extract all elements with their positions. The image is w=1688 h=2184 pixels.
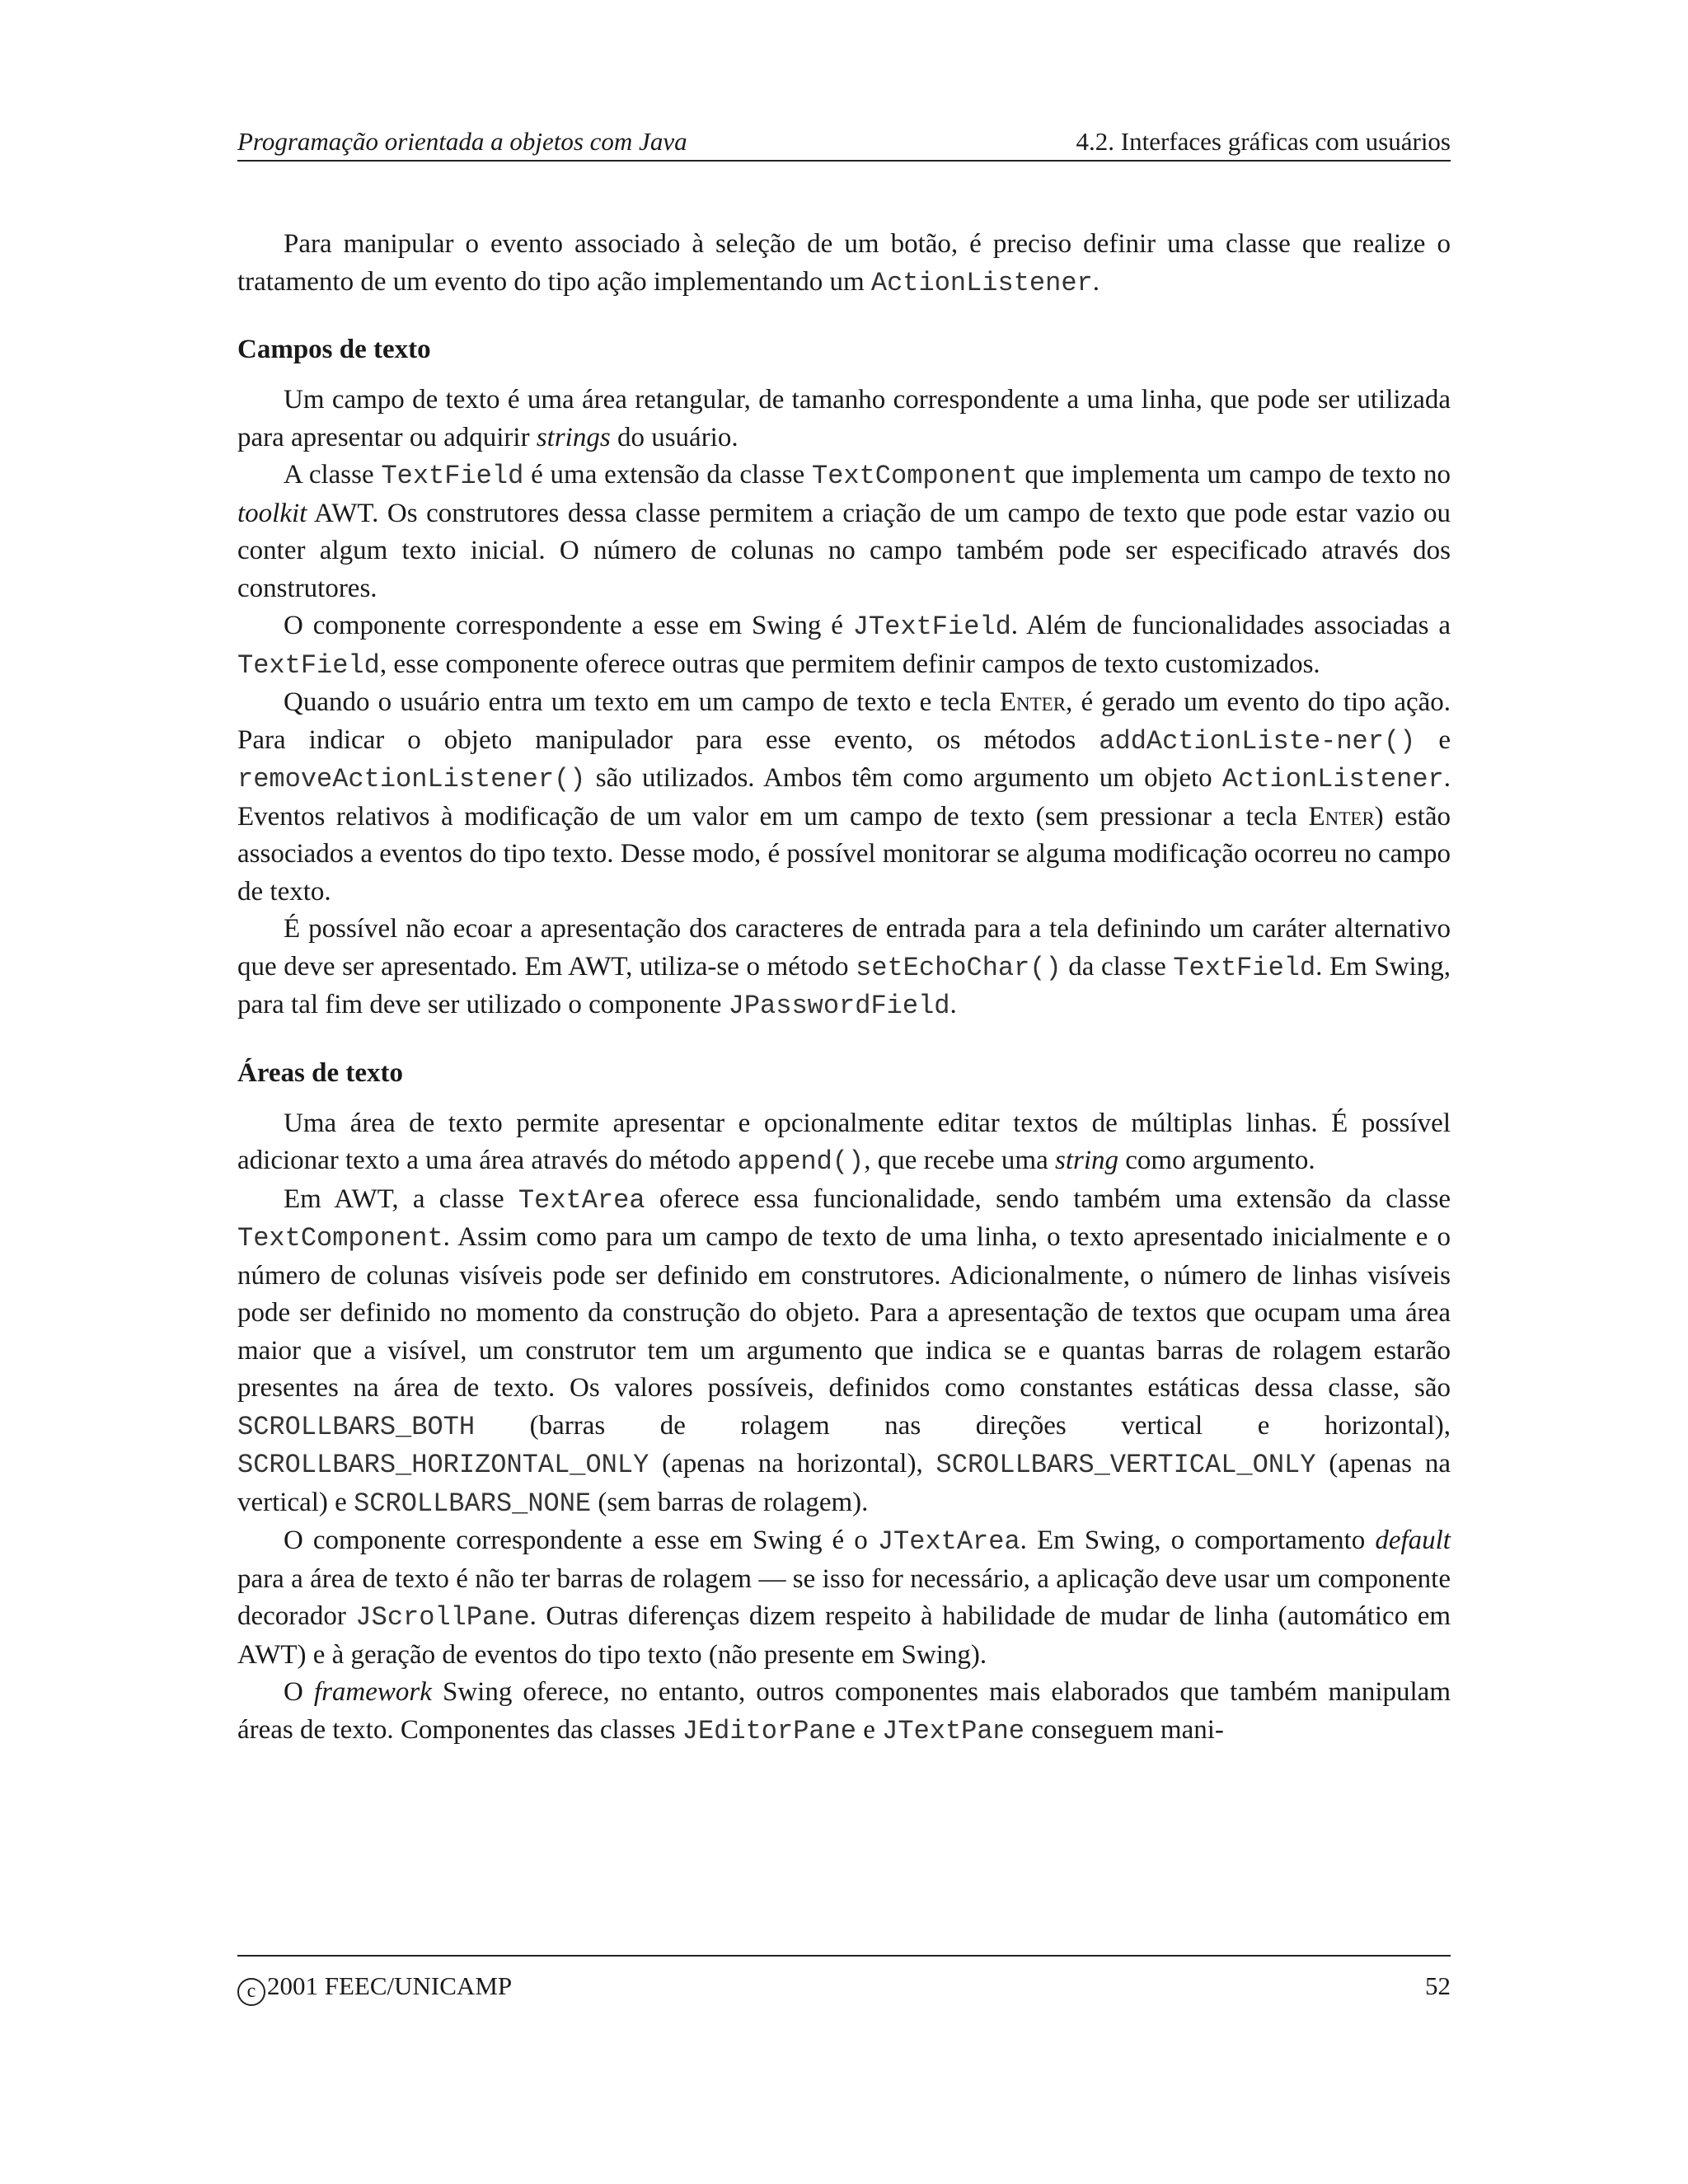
paragraph xyxy=(237,1674,1451,1750)
paragraph xyxy=(237,607,1451,684)
code-inline: SCROLLBARS_VERTICAL_ONLY xyxy=(935,1450,1316,1480)
text-run: conseguem mani- xyxy=(1024,1714,1224,1745)
text-run: (apenas na vertical) e xyxy=(237,1449,1451,1517)
italic-term: strings xyxy=(536,422,611,452)
text-run: como argumento. xyxy=(1118,1146,1315,1175)
paragraph xyxy=(237,684,1451,911)
text-run: Quando o usuário entra um texto em um campo de texto e tecla xyxy=(284,687,1000,717)
paragraph xyxy=(237,1181,1451,1523)
text-run: são utilizados. Ambos têm como argumento um objeto xyxy=(585,763,1222,793)
text-run: O componente correspondente a esse em Swing é o xyxy=(284,1526,878,1555)
code-inline: TextField xyxy=(1173,952,1316,983)
code-inline: TextField xyxy=(237,649,380,681)
text-run: da classe xyxy=(1061,951,1174,982)
text-run: para a área de texto é não ter barras de rolagem — se isso for necessário, a aplicação deve usar um componente decorador xyxy=(237,1563,1451,1631)
copyright-text: 2001 FEEC/UNICAMP xyxy=(267,1971,513,2000)
code-inline: ActionListener xyxy=(1221,764,1444,794)
paragraph xyxy=(237,1522,1451,1674)
italic-term: toolkit xyxy=(237,498,307,528)
copyright xyxy=(237,1971,512,2006)
code-inline: SCROLLBARS_NONE xyxy=(354,1488,592,1519)
code-inline: JTextArea xyxy=(877,1526,1020,1557)
paragraph xyxy=(237,382,1451,457)
italic-term: default xyxy=(1375,1526,1451,1555)
text-run: . Em Swing, para tal fim deve ser utilizado o componente xyxy=(237,951,1451,1019)
text-run: , que recebe uma xyxy=(864,1146,1055,1175)
text-run: e xyxy=(1415,724,1451,755)
code-inline: JPasswordField xyxy=(728,991,950,1021)
text-run: Swing oferece, no entanto, outros componentes mais elaborados que também manipulam áreas de texto. Componentes das classes xyxy=(237,1677,1451,1745)
page-body xyxy=(237,226,1451,1750)
text-run: que implementa um campo de texto no xyxy=(1017,460,1451,490)
text-run: . xyxy=(1092,266,1100,297)
text-run: (apenas na horizontal), xyxy=(649,1449,936,1479)
code-inline: SCROLLBARS_HORIZONTAL_ONLY xyxy=(237,1450,649,1480)
code-inline: JTextPane xyxy=(882,1715,1025,1746)
code-inline: removeActionListener() xyxy=(237,764,586,794)
code-inline: TextArea xyxy=(518,1184,645,1216)
text-run: e xyxy=(856,1714,883,1745)
text-run: . xyxy=(950,990,957,1019)
copyright-icon: c xyxy=(237,1978,265,2006)
code-inline: TextField xyxy=(381,461,524,491)
page-number: 52 xyxy=(1425,1971,1451,2000)
paragraph xyxy=(237,911,1451,1025)
text-run: . Assim como para um campo de texto de uma linha, o texto apresentado inicialmente e o número de colunas visíveis pode ser definido em construtores. Adicionalmente, o número de linhas visíveis pode ser definido no momento da construção do objeto. Para a apresentação de textos que ocupam uma área maior que a visível, um construtor tem um argumento que indica se e quantas barras de rolagem estarão presentes na área de texto. Os valores possíveis, definidos como constantes estáticas dessa classe, são xyxy=(237,1222,1451,1403)
header-book-title: Programação orientada a objetos com Java xyxy=(237,127,687,156)
running-header xyxy=(237,122,1451,162)
code-inline: TextComponent xyxy=(811,461,1018,491)
text-run: AWT. Os construtores dessa classe permitem a criação de um campo de texto que pode estar vazio ou conter algum texto inicial. O número de colunas no campo também pode ser especificado através dos construtores. xyxy=(237,498,1451,603)
paragraph xyxy=(237,457,1451,607)
text-run: Para manipular o evento associado à seleção de um botão, é preciso definir uma classe que realize o tratamento de um evento do tipo ação implementando um xyxy=(237,229,1451,297)
text-run: , é gerado um evento do tipo ação. Para indicar o objeto manipulador para esse evento, os métodos xyxy=(237,687,1451,755)
key-name: Enter xyxy=(1308,801,1375,832)
section-heading-areas: Áreas de texto xyxy=(237,1057,403,1088)
text-run: do usuário. xyxy=(610,422,738,452)
text-run: . Eventos relativos à modificação de um valor em um campo de texto (sem pressionar a tecla xyxy=(237,763,1451,832)
code-inline: JTextField xyxy=(852,612,1011,642)
page-footer xyxy=(237,1955,1451,2006)
intro-paragraph xyxy=(237,226,1451,302)
document-page xyxy=(237,0,1451,2184)
text-run: Uma área de texto permite apresentar e opcionalmente editar textos de múltiplas linhas. É possível adicionar texto a uma área através do método xyxy=(237,1108,1451,1175)
text-run: Em AWT, a classe xyxy=(284,1183,518,1214)
code-inline: addActionListe-ner() xyxy=(1099,725,1416,757)
code-inline: append() xyxy=(737,1146,865,1177)
text-run: O componente correspondente a esse em Swing é xyxy=(284,611,853,640)
text-run: . Em Swing, o comportamento xyxy=(1020,1526,1376,1555)
paragraph xyxy=(237,1105,1451,1181)
text-run: Um campo de texto é uma área retangular, de tamanho correspondente a uma linha, que pode ser utilizada para apresentar ou adquirir xyxy=(237,385,1451,452)
code-inline: SCROLLBARS_BOTH xyxy=(237,1411,476,1442)
text-run: oferece essa funcionalidade, sendo também uma extensão da classe xyxy=(645,1183,1451,1214)
text-run: É possível não ecoar a apresentação dos caracteres de entrada para a tela definindo um caráter alternativo que deve ser apresentado. Em AWT, utiliza-se o método xyxy=(237,914,1451,982)
text-run: ) estão associados a eventos do tipo texto. Desse modo, é possível monitorar se alguma modificação ocorreu no campo de texto. xyxy=(237,801,1451,907)
italic-term: framework xyxy=(313,1677,432,1707)
code-inline: JScrollPane xyxy=(355,1602,530,1633)
code-inline: ActionListener xyxy=(870,267,1093,298)
code-inline: setEchoChar() xyxy=(856,952,1062,983)
section-heading-campos: Campos de texto xyxy=(237,335,431,364)
code-inline: TextComponent xyxy=(237,1223,443,1254)
text-run: . Outras diferenças dizem respeito à habilidade de mudar de linha (automático em AWT) e à geração de eventos do tipo texto (não presente em Swing). xyxy=(237,1601,1451,1670)
header-section-title: 4.2. Interfaces gráficas com usuários xyxy=(1076,127,1451,156)
text-run: A classe xyxy=(284,460,382,490)
key-name: Enter xyxy=(999,687,1067,717)
text-run: , esse componente oferece outras que permitem definir campos de texto customizados. xyxy=(379,649,1320,679)
code-inline: JEditorPane xyxy=(682,1715,856,1746)
text-run: . Além de funcionalidades associadas a xyxy=(1010,611,1451,640)
italic-term: string xyxy=(1055,1146,1119,1175)
text-run: O xyxy=(284,1677,314,1707)
text-run: é uma extensão da classe xyxy=(523,460,812,490)
text-run: (sem barras de rolagem). xyxy=(591,1487,869,1517)
text-run: (barras de rolagem nas direções vertical e horizontal), xyxy=(475,1410,1451,1441)
